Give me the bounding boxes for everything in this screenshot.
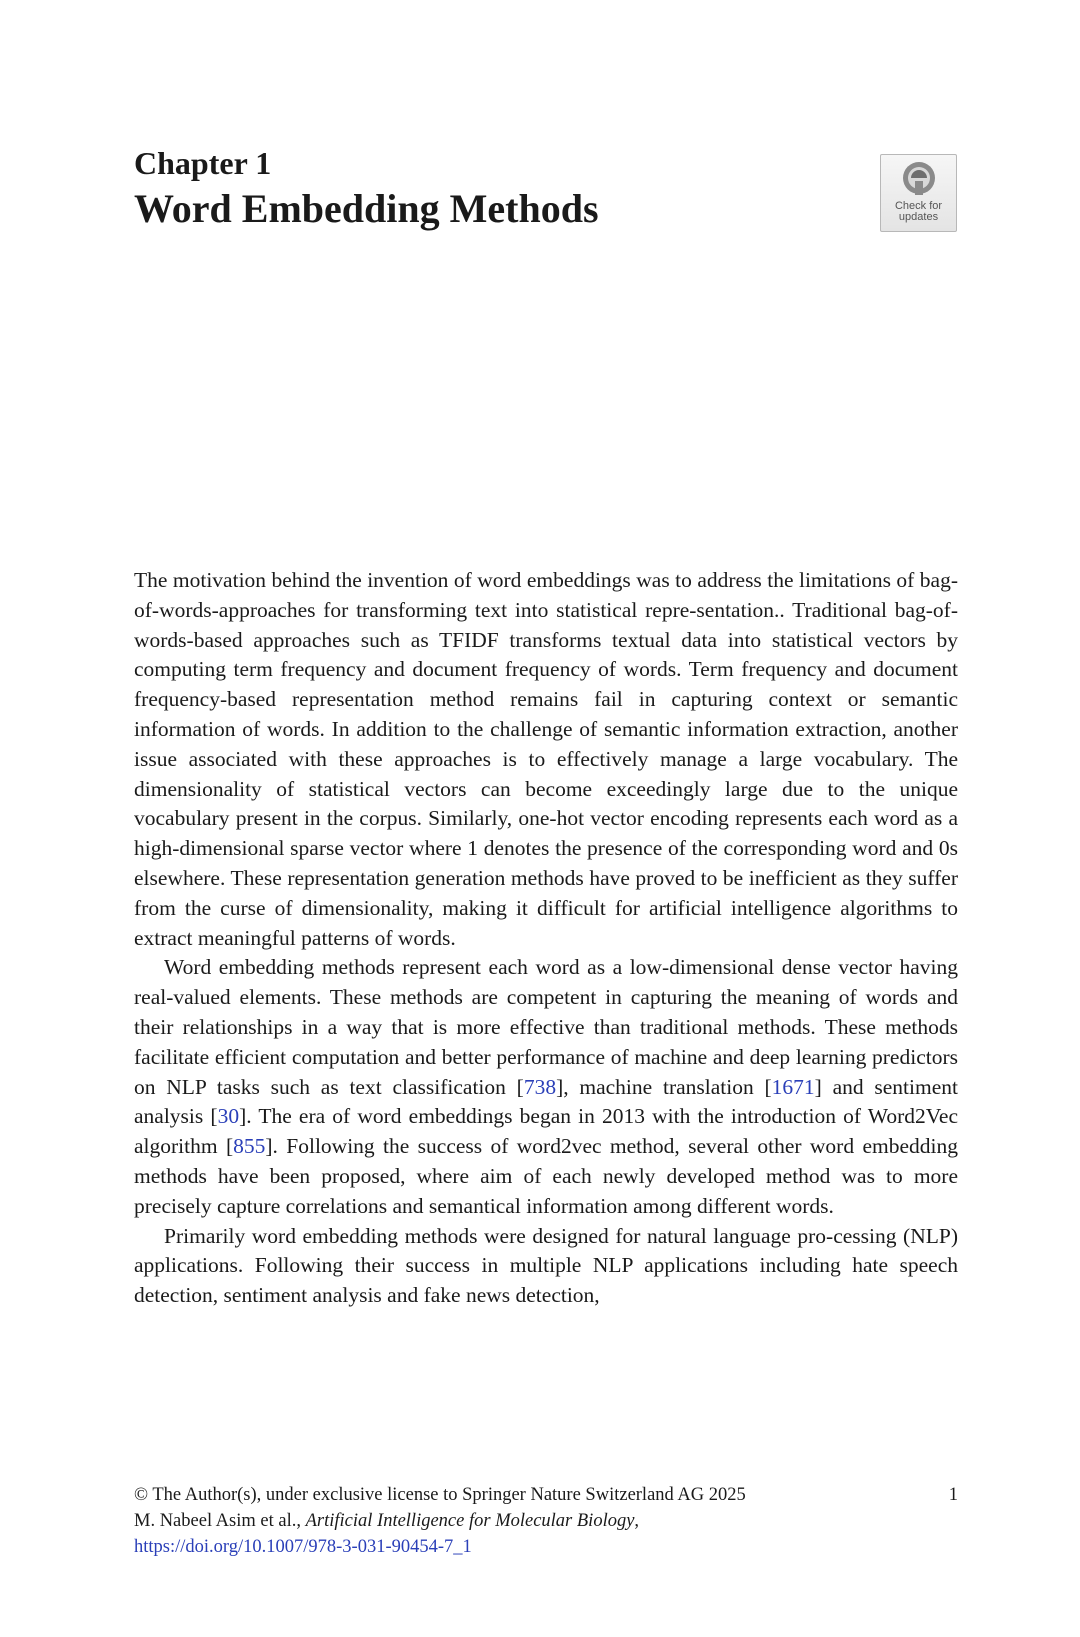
citation-link[interactable]: 1671 [771, 1074, 815, 1099]
citation-link[interactable]: 738 [523, 1074, 557, 1099]
body-text [134, 566, 958, 1311]
chapter-label: Chapter 1 [134, 145, 272, 181]
authors: M. Nabeel Asim et al., [134, 1511, 306, 1531]
paragraph-1: The motivation behind the invention of word embeddings was to address the limitations of bag-of-words-approaches for transforming text into statistical repre-sentation.. Traditional bag-of-words-based approaches such as TFIDF transforms textual data into statistical vectors by computing term frequency and document frequency of words. Term frequency and document frequency-based representation method remains fail in capturing context or semantic information of words. In addition to the challenge of semantic information extraction, another issue associated with these approaches is to effectively manage a large vocabulary. The dimensionality of statistical vectors can become exceedingly large due to the unique vocabulary present in the corpus. Similarly, one-hot vector encoding represents each word as a high-dimensional sparse vector where 1 denotes the presence of the corresponding word and 0s elsewhere. These representation generation methods have proved to be inefficient as they suffer from the curse of dimensionality, making it difficult for artificial intelligence algorithms to extract meaningful patterns of words. [134, 568, 958, 950]
book-title: Artificial Intelligence for Molecular Biology [305, 1511, 635, 1531]
citation-link[interactable]: 30 [217, 1104, 240, 1129]
doi-link[interactable]: https://doi.org/10.1007/978-3-031-90454-7_1 [134, 1537, 472, 1557]
citation-line: M. Nabeel Asim et al., Artificial Intelligence for Molecular Biology, [134, 1511, 640, 1531]
check-for-updates-badge[interactable] [880, 154, 957, 232]
check-updates-icon [901, 161, 937, 199]
copyright-line [134, 1482, 958, 1508]
paragraph-3: Primarily word embedding methods were designed for natural language pro-cessing (NLP) applications. Following their success in multiple NLP applications including hate speech detection, sentiment analysis and fake news detection, [134, 1223, 958, 1308]
check-updates-label: Check for updates [894, 200, 943, 223]
page-number: 1 [948, 1485, 958, 1505]
copyright-text: © The Author(s), under exclusive license to Springer Nature Switzerland AG 2025 [134, 1485, 746, 1505]
footer [134, 1482, 958, 1560]
citation-link[interactable]: 855 [233, 1134, 266, 1159]
chapter-title: Word Embedding Methods [134, 186, 599, 231]
paragraph-2: Word embedding methods represent each word as a low-dimensional dense vector having real-valued elements. These methods are competent in capturing the meaning of words and their relationships in a way that is more effective than traditional methods. These methods facilitate efficient computation and better performance of machine and deep learning predictors on NLP tasks such as text classification [738], machine translation [1671] and sentiment analysis [30]. The era of word embeddings began in 2013 with the introduction of Word2Vec algorithm [855]. Following the success of word2vec method, several other word embedding methods have been proposed, where aim of each newly developed method was to more precisely capture correlations and semantical information among different words. [134, 955, 958, 1218]
